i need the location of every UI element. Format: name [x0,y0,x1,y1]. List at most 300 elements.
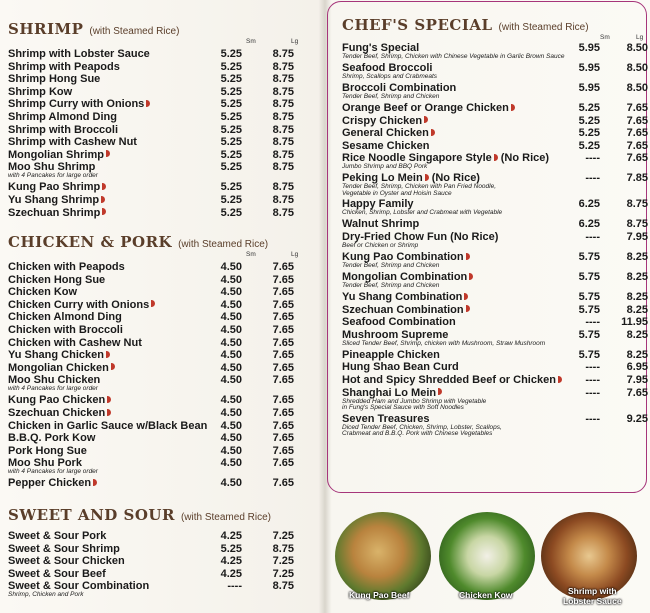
item-name [8,311,122,324]
menu-item [8,394,308,407]
menu-item [8,407,308,420]
price-small: 5.25 [220,136,242,149]
menu-item [342,42,648,62]
price-small: 5.25 [220,73,242,86]
item-name [8,111,117,124]
item-name-text: Peking Lo Mein [342,172,423,185]
item-description: Tender Beef, Shrimp and Chicken [342,261,440,269]
dish-photos [335,512,647,612]
price-large: 8.75 [272,161,294,174]
item-name [342,361,459,374]
item-description: Tender Beef, Shrimp and Chicken [342,93,440,100]
menu-item [8,420,308,433]
menu-item [8,111,308,124]
price-large: 7.65 [272,323,294,336]
price-small: 5.25 [220,110,242,123]
chili-pepper-icon [106,351,110,358]
price-small: 5.25 [220,206,242,219]
price-large: 8.25 [626,270,648,283]
menu-item [342,303,648,317]
item-name-text: Happy Family [342,198,414,211]
item-name-text: Chicken with Peapods [8,261,125,273]
sweet-heading [8,506,308,524]
price-small: 5.75 [578,348,600,361]
item-name [8,555,125,568]
item-name-text: Walnut Shrimp [342,218,420,231]
item-name-text: Shanghai Lo Mein [342,386,437,399]
photo-caption [563,586,622,606]
item-name-text: Pineapple Chicken [342,348,440,361]
item-name [8,98,150,111]
menu-item [342,172,648,198]
item-name-text: Szechuan Shrimp [8,206,101,219]
price-large: 7.65 [272,477,294,490]
chef-section [342,16,648,439]
chef-size-header [342,34,642,42]
item-name-text: Chicken Hong Sue [8,273,106,286]
price-large: 8.50 [626,42,648,54]
photo-caption: Kung Pao Beef [349,590,410,600]
price-small: ---- [585,412,600,425]
item-name-text: Yu Shang Combination [342,290,463,303]
chicken-title: CHICKEN & PORK [8,233,173,251]
menu-item [8,207,308,220]
price-small: 5.75 [578,290,600,303]
chef-subtitle: (with Steamed Rice) [498,22,589,33]
item-name-text: Kung Pao Chicken [8,394,106,407]
price-small: 5.75 [578,270,600,283]
price-small: ---- [585,172,600,185]
item-name [342,304,470,317]
price-large: 7.65 [272,361,294,374]
item-description: Shrimp, Scallops and Crabmeats [342,73,438,80]
item-name [8,337,142,350]
price-small: 4.50 [220,477,242,490]
item-name-text: General Chicken [342,127,429,140]
shrimp-section [8,20,308,219]
menu-item [8,555,308,568]
price-large: 7.65 [272,336,294,349]
item-name [8,286,77,299]
item-name-text: Shrimp Hong Sue [8,73,101,86]
item-name [8,394,111,407]
item-description: in Fung's Special Sauce with Soft Noodles [342,404,464,412]
menu-item [342,412,648,439]
price-large: 8.75 [626,198,648,211]
price-small: 5.25 [578,114,600,127]
size-sm-label: Sm [246,38,256,45]
item-name [8,420,207,433]
menu-item [8,136,308,149]
price-large: 7.65 [272,298,294,311]
price-large: 7.65 [272,394,294,407]
chili-pepper-icon [464,293,468,300]
menu-item [8,274,308,287]
price-large: 8.75 [272,580,294,593]
item-name [8,432,95,445]
price-small: ---- [585,386,600,399]
shrimp-size-header [8,38,308,48]
item-name-text: Moo Shu Shrimp [8,161,96,174]
price-large: 8.75 [272,542,294,555]
item-name [8,477,97,490]
price-small: 5.25 [220,85,242,98]
chili-pepper-icon [102,208,106,215]
menu-item [342,250,648,271]
item-name-text: Pork Hong Sue [8,444,87,457]
price-large: 8.75 [272,60,294,73]
item-name-text: Mongolian Shrimp [8,148,104,161]
item-description: Jumbo Shrimp and BBQ Pork [342,163,428,171]
item-name [342,218,419,231]
menu-item [342,102,648,115]
chili-pepper-icon [431,129,435,136]
item-name-text: Seafood Combination [342,316,456,329]
chili-pepper-icon [107,409,111,416]
price-large: 7.65 [626,386,648,399]
item-name [8,149,110,162]
chili-pepper-icon [511,104,515,111]
chicken-kow-photo [439,512,535,600]
menu-item [8,299,308,312]
item-name-text: Moo Shu Chicken [8,374,101,387]
price-large: 7.25 [272,567,294,580]
caption-line: Shrimp with [567,586,617,596]
price-large: 8.75 [272,73,294,86]
item-name-text: Dry-Fried Chow Fun (No Rice) [342,230,499,243]
item-name-text: Sweet & Sour Shrimp [8,542,120,555]
item-name-text: Shrimp with Peapods [8,60,120,73]
price-large: 8.25 [626,303,648,316]
item-name [342,127,435,140]
price-small: ---- [227,580,242,593]
item-description: Tender Beef, Shrimp, Chicken with Chinese Vegetable in Garlic Brown Sauce [342,53,565,60]
price-small: 4.50 [220,432,242,445]
price-large: 9.25 [626,412,648,425]
price-large: 11.95 [621,316,648,329]
price-small: 5.25 [578,139,600,152]
item-name-text: Szechuan Chicken [8,406,106,419]
price-large: 7.65 [272,349,294,362]
item-name-text: Crispy Chicken [342,114,423,127]
price-large: 7.65 [626,102,648,114]
chili-pepper-icon [466,305,470,312]
item-name-text: Rice Noodle Singapore Style [342,152,492,165]
menu-item [8,61,308,74]
item-name [8,136,137,149]
chicken-list [8,261,308,490]
price-small: 5.25 [220,542,242,555]
price-small: 4.50 [220,261,242,273]
menu-item [8,48,308,61]
price-small: 5.95 [578,42,600,54]
item-name-text: Sweet & Sour Pork [8,530,107,542]
item-name [8,274,105,287]
item-name-text: Seafood Broccoli [342,62,433,74]
price-large: 7.65 [626,139,648,152]
price-large: 8.75 [272,110,294,123]
price-small: 4.25 [220,555,242,568]
chili-pepper-icon [466,253,470,260]
price-small: 4.50 [220,311,242,324]
price-large: 7.25 [272,555,294,568]
item-name-text: Chicken in Garlic Sauce w/Black Bean [8,419,208,432]
item-name [342,349,440,362]
price-large: 8.50 [626,82,648,94]
item-name-text: Shrimp with Cashew Nut [8,136,137,149]
menu-item [342,114,648,128]
item-name-text: Yu Shang Shrimp [8,193,100,206]
item-name-text: Hot and Spicy Shredded Beef or Chicken [342,373,556,386]
menu-item [8,337,308,350]
item-name-text: Sweet & Sour Chicken [8,555,125,568]
menu-item [8,477,308,490]
menu-item [8,568,308,581]
chicken-section [8,233,308,490]
item-name [8,124,118,137]
shrimp-subtitle: (with Steamed Rice) [89,26,180,37]
price-small: ---- [585,316,600,329]
chili-pepper-icon [494,154,498,161]
item-name-text: Szechuan Combination [342,303,464,316]
price-large: 8.25 [626,290,648,303]
price-small: 5.25 [220,148,242,161]
menu-item [342,270,648,291]
item-description: with 4 Pancakes for large order [8,385,98,393]
chili-pepper-icon [102,183,106,190]
price-small: 4.50 [220,406,242,419]
item-name-text: Kung Pao Shrimp [8,181,101,194]
menu-item [342,386,648,413]
price-large: 7.65 [272,286,294,299]
chicken-subtitle: (with Steamed Rice) [178,239,269,250]
item-name [8,48,150,61]
price-small: 5.25 [220,161,242,174]
menu-item [8,530,308,543]
size-lg-label: Lg [291,38,299,45]
menu-item [8,580,308,600]
price-large: 7.65 [626,114,648,127]
menu-item [8,286,308,299]
item-name-text: Sweet & Sour Beef [8,567,106,580]
price-large: 8.75 [272,98,294,111]
chili-pepper-icon [558,376,562,383]
size-lg-label: Lg [636,34,644,41]
item-name [8,324,123,337]
price-large: 8.25 [626,348,648,361]
price-small: 4.50 [220,323,242,336]
price-small: 4.50 [220,336,242,349]
item-name [342,140,429,153]
menu-item [8,311,308,324]
menu-item [8,457,308,477]
price-large: 7.65 [626,127,648,140]
item-name-text: Moo Shu Pork [8,457,82,470]
item-name-text: Kung Pao Combination [342,250,464,263]
item-name [8,207,106,220]
item-name-text: Chicken Curry with Onions [8,298,150,311]
price-large: 8.75 [272,181,294,194]
chili-pepper-icon [469,273,473,280]
menu-item [8,543,308,556]
item-name [342,115,428,128]
menu-item [342,316,648,329]
menu-item [342,348,648,362]
price-small: 4.50 [220,374,242,387]
item-name-text: Chicken with Cashew Nut [8,336,142,349]
menu-item [342,127,648,140]
item-description: Vegetable in Oyster and Hoisin Sauce [342,189,452,197]
item-name [8,86,72,99]
item-name-text: Broccoli Combination [342,82,457,94]
item-name-text: Chicken Kow [8,286,78,299]
item-name-text: Mushroom Supreme [342,328,449,341]
item-description: Shredded Ham and Jumbo Shrimp with Vegetable [342,397,487,405]
price-small: 5.25 [220,48,242,60]
price-small: 5.75 [578,250,600,263]
menu-item [8,445,308,458]
chili-pepper-icon [106,150,110,157]
item-name-text: Mongolian Chicken [8,361,109,374]
menu-item [342,290,648,304]
price-small: 4.50 [220,444,242,457]
item-name [8,61,120,74]
price-large: 8.50 [626,62,648,74]
menu-item [8,324,308,337]
menu-item [8,124,308,137]
chili-pepper-icon [438,388,442,395]
item-name-text: Yu Shang Chicken [8,349,104,362]
item-name-text: Shrimp Almond Ding [8,110,117,123]
menu-item [8,181,308,194]
menu-item [342,62,648,82]
price-large: 7.25 [272,530,294,542]
chili-pepper-icon [146,100,150,107]
price-large: 8.75 [272,148,294,161]
item-name-text: Fung's Special [342,42,420,54]
price-large: 8.25 [626,250,648,263]
price-large: 7.65 [272,419,294,432]
chili-pepper-icon [425,174,429,181]
item-name [8,568,106,581]
item-name [8,349,110,362]
item-name [342,374,562,387]
chili-pepper-icon [424,116,428,123]
sweet-subtitle: (with Steamed Rice) [180,512,271,523]
item-name [8,362,115,375]
price-large: 8.75 [272,123,294,136]
item-description: Tender Beef, Shrimp, Chicken with Pan Fried Noodle, [342,183,497,191]
price-large: 8.25 [626,328,648,341]
item-name-text: Pepper Chicken [8,477,92,490]
item-name [8,299,155,312]
menu-item [8,86,308,99]
price-small: ---- [585,373,600,386]
item-name [8,261,125,274]
price-small: 4.50 [220,419,242,432]
menu-item [8,432,308,445]
price-large: 7.65 [272,432,294,445]
price-small: 4.50 [220,298,242,311]
price-small: 6.25 [578,198,600,211]
price-large: 7.95 [626,230,648,243]
item-description: Beef or Chicken or Shrimp [342,241,419,249]
item-name [8,543,120,556]
item-name [8,530,106,543]
price-small: 5.25 [578,127,600,140]
price-small: 5.25 [220,193,242,206]
price-small: 5.25 [220,60,242,73]
menu-item [342,198,648,218]
price-small: 4.25 [220,567,242,580]
item-name [8,73,100,86]
chef-heading [342,16,642,34]
menu-item [8,98,308,111]
price-small: 5.25 [220,98,242,111]
menu-item [8,261,308,274]
item-suffix: (No Rice) [431,172,480,185]
item-name-text: Shrimp Kow [8,85,73,98]
sweet-section [8,506,308,600]
price-small: ---- [585,230,600,243]
item-name-text: Chicken with Broccoli [8,323,123,336]
size-sm-label: Sm [246,251,256,258]
item-name-text: Seven Treasures [342,412,430,425]
menu-item [8,194,308,207]
item-name [342,102,515,115]
size-sm-label: Sm [600,34,610,41]
shrimp-heading [8,20,308,38]
item-name-text: Orange Beef or Orange Chicken [342,102,509,114]
item-name-text: Chicken Almond Ding [8,311,122,324]
item-description: Tender Beef, Shrimp and Chicken [342,281,440,289]
item-description: with 4 Pancakes for large order [8,172,98,180]
item-name [342,316,456,329]
chef-title: CHEF'S SPECIAL [342,16,493,34]
price-large: 7.65 [626,152,648,165]
price-small: 5.25 [220,123,242,136]
item-name-text: Mongolian Combination [342,270,468,283]
item-description: Chicken, Shrimp, Lobster and Crabmeat with Vegetable [342,209,503,217]
price-small: 5.25 [578,102,600,114]
price-small: 4.50 [220,457,242,470]
price-small: 5.75 [578,303,600,316]
item-name [8,445,87,458]
price-small: 5.95 [578,62,600,74]
sweet-list [8,530,308,600]
shrimp-title: SHRIMP [8,20,84,38]
price-small: 5.75 [578,328,600,341]
item-description: with 4 Pancakes for large order [8,468,98,476]
item-suffix: (No Rice) [500,152,550,165]
price-large: 7.65 [272,406,294,419]
caption-line: Lobster Sauce [563,596,622,606]
price-small: ---- [585,152,600,165]
price-large: 7.65 [272,374,294,387]
price-large: 7.65 [272,261,294,273]
price-large: 8.75 [272,85,294,98]
price-small: 4.25 [220,530,242,542]
menu-item [342,230,648,251]
size-lg-label: Lg [291,251,299,258]
price-large: 8.75 [626,218,648,231]
item-name-text: Shrimp with Broccoli [8,123,119,136]
price-small: 6.25 [578,218,600,231]
price-large: 6.95 [626,361,648,374]
item-name-text: Sweet & Sour Combination [8,580,150,593]
item-name-text: Shrimp Curry with Onions [8,98,145,111]
menu-item [8,161,308,181]
